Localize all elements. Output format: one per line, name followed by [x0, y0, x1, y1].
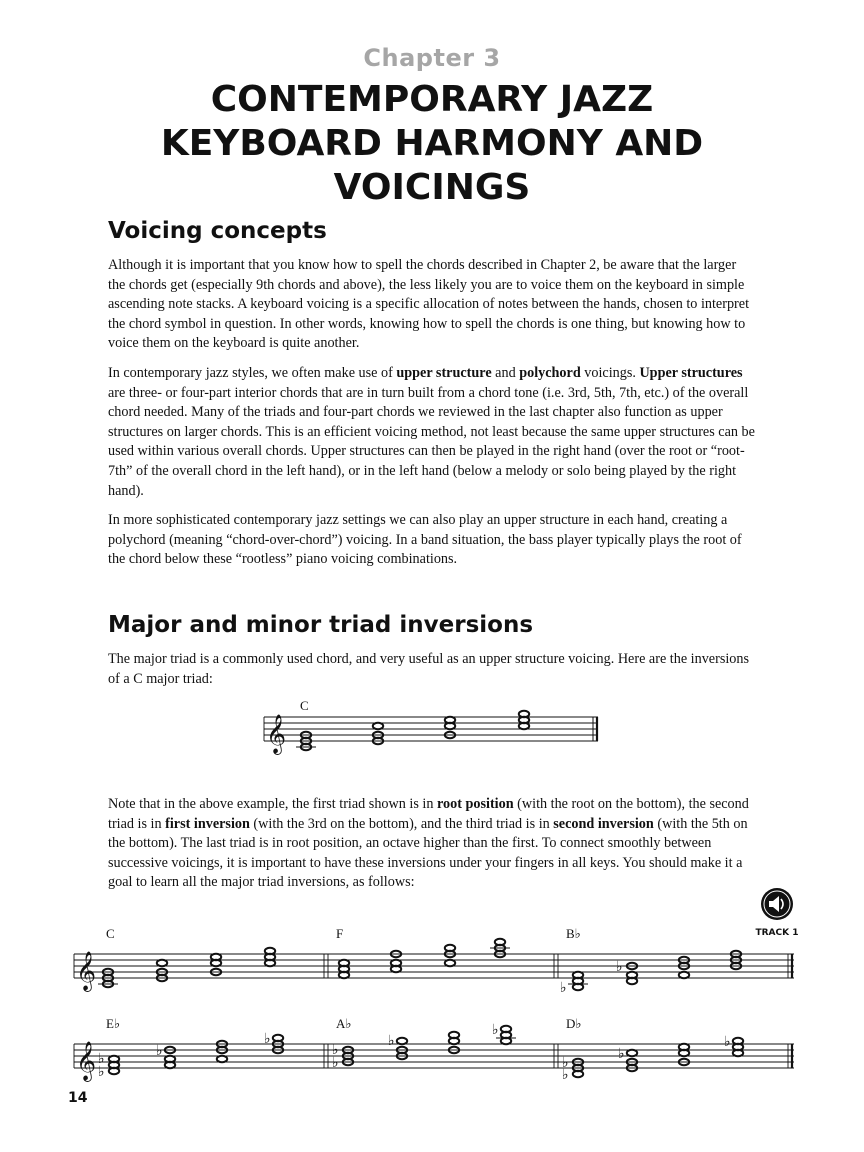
- speaker-icon: [760, 887, 794, 921]
- svg-text:♭: ♭: [616, 959, 623, 975]
- page-number: 14: [68, 1090, 88, 1106]
- chord-symbol: F: [336, 926, 344, 941]
- section-heading-triads: Major and minor triad inversions: [108, 612, 534, 638]
- staff-row-2: [70, 1010, 800, 1090]
- svg-text:♭: ♭: [156, 1043, 163, 1059]
- section-heading-voicing: Voicing concepts: [108, 218, 327, 244]
- svg-text:♭: ♭: [724, 1034, 731, 1050]
- flat-icon: [560, 959, 623, 996]
- svg-text:♭: ♭: [264, 1031, 271, 1047]
- svg-text:♭: ♭: [492, 1022, 499, 1038]
- flat-icon: [98, 1022, 731, 1083]
- svg-text:♭: ♭: [560, 980, 567, 996]
- svg-text:♭: ♭: [332, 1055, 339, 1071]
- bold-term: Upper structures: [639, 365, 743, 381]
- svg-text:♭: ♭: [98, 1064, 105, 1080]
- chapter-label: Chapter 3: [363, 44, 501, 72]
- chord-notes: [109, 1026, 743, 1077]
- staff-example-c-inversions: [260, 695, 610, 765]
- text-run: (with the root on the bottom), the second triad is in: [108, 796, 749, 832]
- chord-notes: [98, 939, 741, 990]
- staff-lines: [264, 717, 598, 741]
- bold-term: root position: [437, 796, 514, 812]
- staff-row-1: [70, 920, 800, 1000]
- text-run: (with the 3rd on the bottom), and the third triad is in: [249, 815, 554, 832]
- chapter-title-line: CONTEMPORARY JAZZ: [210, 79, 654, 120]
- svg-text:♭: ♭: [98, 1051, 105, 1067]
- treble-clef-icon: 𝄞: [76, 951, 97, 991]
- bold-term: polychord: [519, 365, 581, 381]
- paragraph-triads-1: The major triad is a commonly used chord, and very useful as an upper structure voicing. Here are the inversions of a C major triad:: [108, 651, 749, 687]
- chord-symbol: C: [106, 926, 115, 941]
- track-label: TRACK 1: [755, 928, 799, 938]
- svg-text:♭: ♭: [332, 1042, 339, 1058]
- paragraph-voicing-3: In more sophisticated contemporary jazz settings we can also play an upper structure in each hand, creating a polychord (meaning “chord-over-chord”) voicing. In a band situation, the bass player typically plays the root of the chord below these “rootless” piano voicing combinations.: [108, 512, 742, 568]
- text-run: and: [491, 365, 520, 381]
- chapter-title: [60, 78, 804, 210]
- chapter-title-line: VOICINGS: [333, 167, 531, 208]
- bold-term: second inversion: [553, 815, 654, 832]
- chapter-title-line: KEYBOARD HARMONY AND: [160, 123, 704, 164]
- svg-text:♭: ♭: [562, 1067, 569, 1083]
- bold-term: first inversion: [165, 815, 250, 832]
- chord-symbol-c: C: [300, 698, 309, 713]
- text-run: are three- or four-part interior chords that are in turn built from a chord tone (i.e. 3rd, 5th, 7th, etc.) of the overall chord needed. Many of the triads and four-part chords we reviewed in the last chapter also function as upper structures on larger chords. This is an efficient voicing method, not least because the same upper structures can be used within various overall chords. Upper structures can then be played in the right hand (over the root or “root-7th” of the overall chord in the left hand), or in the left hand (below a melody or solo being played by the right hand).: [108, 384, 755, 499]
- text-run: (with the 5th on the bottom). The last triad is in root position, an octave higher than the first. To connect smoothly between successive voicings, it is important to have these inversions under your fingers in all keys. You should make it a goal to learn all the major triad inversions, as follows:: [108, 815, 748, 891]
- bold-term: upper structure: [396, 365, 492, 381]
- svg-text:♭: ♭: [388, 1033, 395, 1049]
- text-run: voicings.: [580, 365, 640, 381]
- paragraph-voicing-2: [108, 364, 756, 501]
- svg-text:♭: ♭: [562, 1055, 569, 1071]
- chord-symbol: A♭: [336, 1016, 352, 1031]
- treble-clef-icon: 𝄞: [266, 714, 287, 754]
- treble-clef-icon: 𝄞: [76, 1041, 97, 1081]
- paragraph-voicing-1: Although it is important that you know how to spell the chords described in Chapter 2, be aware that the larger the chords get (especially 9th chords and above), the less likely you are to voice them on the keyboard in simple ascending note stacks. A keyboard voicing is a specific allocation of notes between the hands, chosen to interpret the chord symbol in question. In other words, knowing how to spell the chords is one thing, but knowing how to voice them on the keyboard is quite another.: [108, 257, 750, 352]
- paragraph-triads-2: [108, 795, 756, 893]
- chord-symbol: D♭: [566, 1016, 582, 1031]
- chord-symbol: B♭: [566, 926, 581, 941]
- text-run: In contemporary jazz styles, we often make use of: [108, 365, 397, 381]
- text-run: Note that in the above example, the first triad shown is in: [108, 796, 437, 812]
- svg-text:♭: ♭: [618, 1046, 625, 1062]
- chord-symbol: E♭: [106, 1016, 121, 1031]
